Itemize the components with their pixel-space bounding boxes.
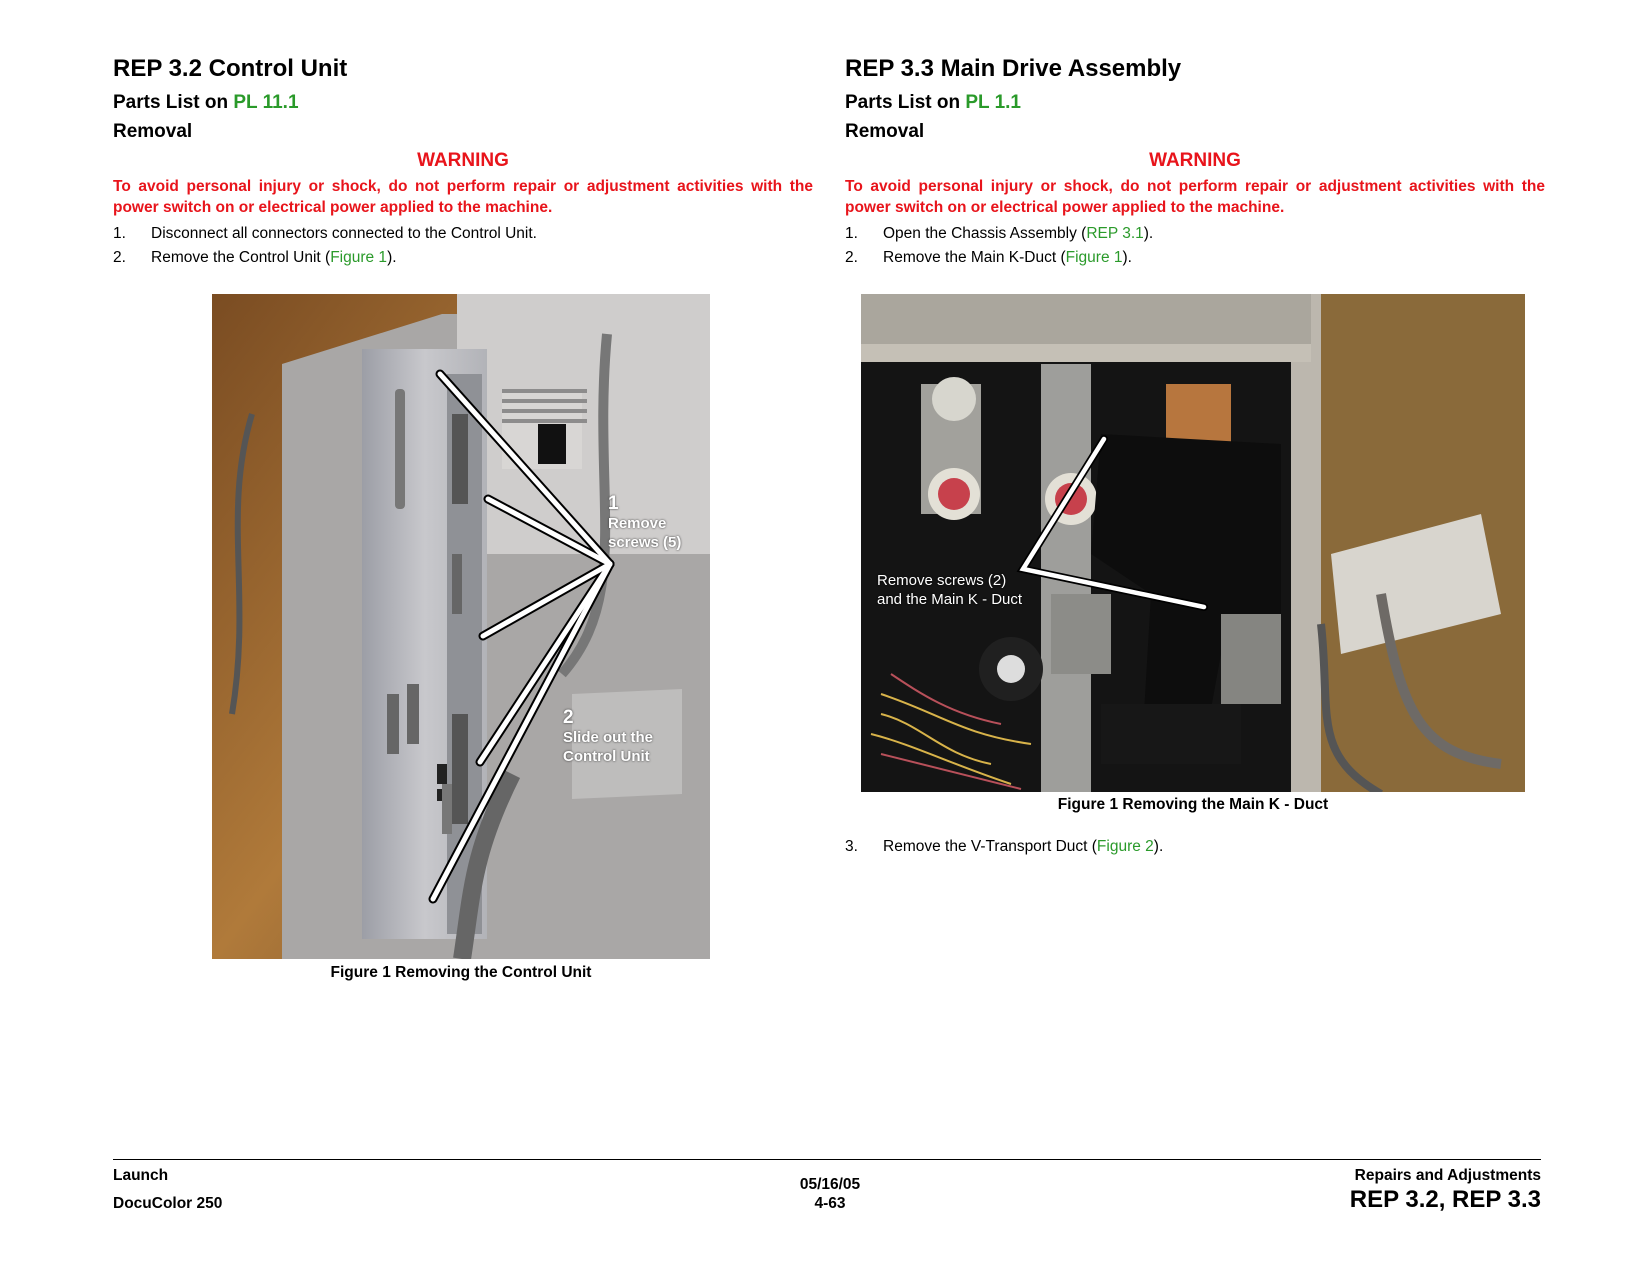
- parts-list-heading: [113, 88, 813, 117]
- figure-caption: Figure 1 Removing the Main K - Duct: [1057, 796, 1329, 813]
- rep-link[interactable]: REP 3.1: [1086, 225, 1144, 242]
- warning-title: WARNING: [1149, 150, 1241, 171]
- figure-link[interactable]: Figure 1: [330, 249, 388, 266]
- warning-text: To avoid personal injury or shock, do not perform repair or adjustment activities with the power switch on or electrical power applied to the machine.: [113, 178, 813, 216]
- rep-3-2-section: [113, 50, 813, 270]
- step-3: [845, 835, 1545, 859]
- callout-1: [608, 493, 708, 552]
- step-1: [845, 222, 1545, 246]
- figure-link[interactable]: Figure 1: [1065, 249, 1123, 266]
- parts-list-prefix: Parts List on: [845, 92, 966, 113]
- step-text-end: ).: [387, 249, 397, 266]
- step-text-end: ).: [1143, 225, 1154, 242]
- callout-number: 2: [563, 707, 574, 728]
- section-title: REP 3.2 Control Unit: [113, 55, 348, 82]
- step-text: Disconnect all connectors connected to the Control Unit.: [151, 225, 537, 242]
- step-1: [113, 222, 813, 246]
- control-unit-photo-art: [212, 294, 710, 959]
- footer-section: Repairs and Adjustments: [1354, 1167, 1541, 1184]
- footer-product: DocuColor 250: [113, 1195, 223, 1212]
- footer-page-number: 4-63: [814, 1195, 846, 1212]
- parts-list-prefix: Parts List on: [113, 92, 234, 113]
- figure-caption: Figure 1 Removing the Control Unit: [330, 964, 592, 981]
- callout-text: Slide out the Control Unit: [563, 729, 653, 765]
- warning-text: To avoid personal injury or shock, do not perform repair or adjustment activities with the power switch on or electrical power applied to the machine.: [845, 178, 1545, 216]
- callout-remove-screws: Remove screws (2) and the Main K - Duct: [877, 572, 1023, 608]
- footer-date: 05/16/05: [799, 1176, 861, 1193]
- callout-text: Remove screws (5): [608, 515, 682, 551]
- footer-launch: Launch: [113, 1167, 169, 1184]
- step-2: [113, 246, 813, 270]
- removal-heading: Removal: [113, 121, 193, 142]
- footer-rule: [113, 1159, 1541, 1160]
- figure-link[interactable]: Figure 2: [1096, 838, 1154, 855]
- section-title: REP 3.3 Main Drive Assembly: [845, 55, 1182, 82]
- parts-list-link[interactable]: PL 1.1: [965, 92, 1021, 113]
- step-number: 2.: [113, 249, 126, 266]
- step-text: Remove the V-Transport Duct (: [883, 838, 1097, 855]
- step-number: 1.: [113, 225, 126, 242]
- main-k-duct-photo-art: [861, 294, 1525, 792]
- main-k-duct-photo: [861, 294, 1525, 792]
- warning-title: WARNING: [417, 150, 509, 171]
- step-number: 2.: [845, 249, 858, 266]
- step-text-end: ).: [1122, 249, 1132, 266]
- step-text: Remove the Control Unit (: [151, 249, 331, 266]
- callout-number: 1: [608, 493, 619, 514]
- step-text-end: ).: [1153, 838, 1164, 855]
- footer-rep-ref: REP 3.2, REP 3.3: [1349, 1186, 1541, 1213]
- step-text: Remove the Main K-Duct (: [883, 249, 1066, 266]
- callout-2: [563, 707, 683, 766]
- removal-heading: Removal: [845, 121, 925, 142]
- parts-list-heading: [845, 88, 1545, 117]
- step-text: Open the Chassis Assembly (: [883, 225, 1087, 242]
- step-number: 3.: [845, 838, 858, 855]
- parts-list-link[interactable]: PL 11.1: [233, 92, 299, 113]
- step-2: [845, 246, 1545, 270]
- rep-3-3-section: [845, 50, 1545, 270]
- step-number: 1.: [845, 225, 858, 242]
- control-unit-photo: [212, 294, 710, 959]
